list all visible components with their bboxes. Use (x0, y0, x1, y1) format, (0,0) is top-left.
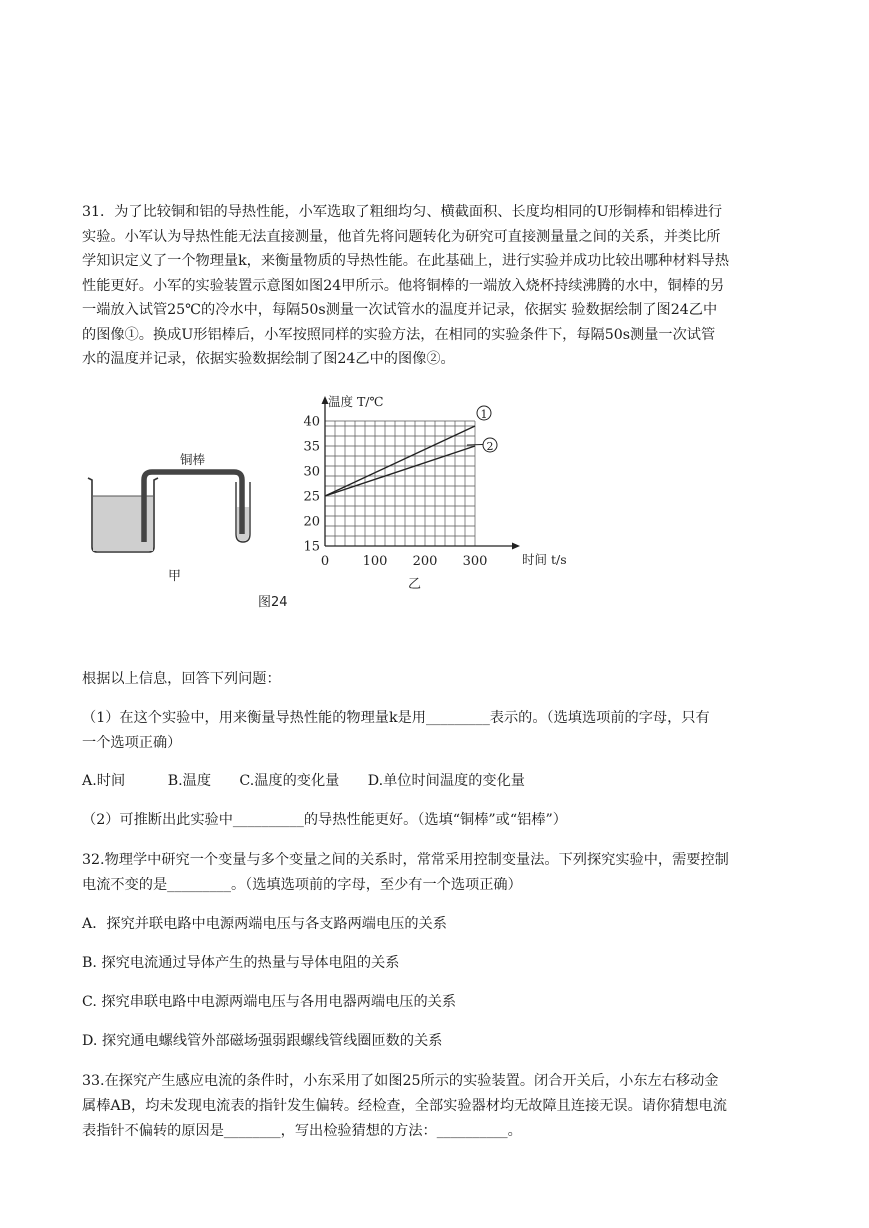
sub-question-1-line1: （1）在这个实验中，用来衡量导热性能的物理量k是用_________表示的。（选填选项前的字母，只有 (82, 710, 710, 726)
x-tick-label: 300 (462, 554, 488, 569)
chart-series (325, 406, 497, 496)
q31-line: 31．为了比较铜和铝的导热性能，小军选取了粗细均匀、横截面积、长度均相同的U形铜棒和铝棒进行 (82, 204, 723, 220)
x-tick-label: 200 (412, 554, 438, 569)
q31-line: 学知识定义了一个物理量k，来衡量物质的导热性能。在此基础上，进行实验并成功比较出哪种材料导热 (82, 253, 730, 269)
caption-yi: 乙 (408, 577, 422, 592)
chart-axes (322, 396, 521, 550)
q32-option-a: A．探究并联电路中电源两端电压与各支路两端电压的关系 (82, 916, 447, 932)
figure-24 (82, 392, 567, 622)
x-axis-label: 时间 t/s (522, 552, 567, 567)
question-32-line1: 32.物理学中研究一个变量与多个变量之间的关系时，常常采用控制变量法。下列探究实验中，需要控制 (82, 852, 729, 868)
q32-option-d: D. 探究通电螺线管外部磁场强弱跟螺线管线圈匝数的关系 (82, 1033, 443, 1049)
question-32-line2: 电流不变的是_________。（选填选项前的字母，至少有一个选项正确） (82, 877, 522, 893)
x-axis-arrow (512, 543, 520, 550)
y-tick-label: 25 (303, 489, 320, 505)
question-33-line3: 表指针不偏转的原因是________，写出检验猜想的方法：__________。 (82, 1123, 522, 1139)
series-line (325, 446, 475, 496)
y-tick-label: 15 (303, 539, 320, 555)
apparatus-diagram (88, 452, 250, 584)
q31-line: 水的温度并记录，依据实验数据绘制了图24乙中的图像②。 (82, 351, 455, 367)
y-tick-label: 40 (303, 414, 320, 430)
chart-grid (325, 421, 475, 546)
question-33-line1: 33.在探究产生感应电流的条件时，小东采用了如图25所示的实验装置。闭合开关后，小东左右移动金 (82, 1073, 719, 1089)
intro-text: 根据以上信息，回答下列问题： (82, 671, 281, 687)
question-31 (82, 200, 792, 372)
series-label: 2 (486, 440, 494, 453)
x-tick-labels (321, 554, 488, 569)
figure-caption: 图24 (258, 595, 288, 610)
q32-option-b: B. 探究电流通过导体产生的热量与导体电阻的关系 (82, 955, 400, 971)
u-rod (144, 472, 242, 542)
rod-label: 铜棒 (180, 452, 206, 467)
q31-line: 实验。小军认为导热性能无法直接测量，他首先将问题转化为研究可直接测量量之间的关系，并类比所 (82, 228, 721, 245)
x-tick-label: 100 (362, 554, 388, 569)
sub-question-2: （2）可推断出此实验中__________的导热性能更好。（选填“铜棒”或“铝棒”） (82, 812, 567, 828)
figure-24-svg (82, 392, 567, 622)
sub-question-1-options: A.时间 B.温度 C.温度的变化量 D.单位时间温度的变化量 (82, 773, 525, 789)
series-label: 1 (480, 408, 488, 421)
q31-line: 一端放入试管25℃的冷水中，每隔50s测量一次试管水的温度并记录，依据实 验数据绘制了图24乙中 (82, 302, 718, 318)
y-tick-label: 30 (303, 464, 320, 480)
x-tick-label: 0 (320, 554, 330, 569)
question-33-line2: 属棒AB，均未发现电流表的指针发生偏转。经检查，全部实验器材均无故障且连接无误。请你猜想电流 (82, 1098, 727, 1114)
caption-jia: 甲 (168, 569, 182, 584)
y-tick-label: 35 (303, 439, 320, 455)
series-line (325, 426, 475, 496)
q31-line: 性能更好。小军的实验装置示意图如图24甲所示。他将铜棒的一端放入烧杯持续沸腾的水中，铜棒的另 (82, 277, 725, 294)
chart-24-yi (303, 394, 566, 592)
q32-option-c: C. 探究串联电路中电源两端电压与各用电器两端电压的关系 (82, 994, 457, 1010)
q31-line: 的图像①。换成U形铝棒后，小军按照同样的实验方法，在相同的实验条件下，每隔50s测量一次试管 (82, 326, 716, 343)
y-tick-labels (303, 415, 320, 555)
y-tick-label: 20 (303, 514, 320, 530)
y-axis-label: 温度 T/℃ (328, 394, 384, 409)
sub-question-1-line2: 一个选项正确） (82, 735, 182, 751)
